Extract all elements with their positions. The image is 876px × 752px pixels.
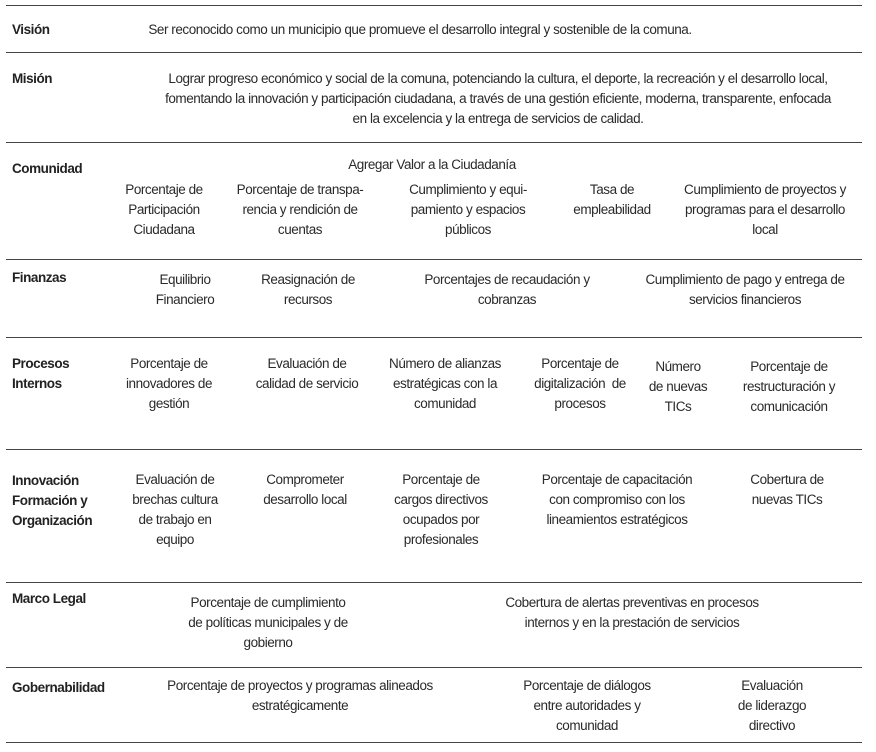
- divider: [6, 742, 862, 743]
- vision-text: Ser reconocido como un municipio que promueve el desarrollo integral y sostenible de la comuna.: [148, 22, 692, 37]
- indicator: Porcentaje de capacitación con compromiso con los lineamientos estratégicos: [541, 472, 693, 527]
- indicator: Equilibrio Financiero: [155, 272, 215, 307]
- indicator: Porcentaje de proyectos y programas alineados estratégicamente: [167, 678, 433, 713]
- divider: [6, 582, 862, 583]
- indicator: Cumplimiento y equi- pamiento y espacios públicos: [409, 182, 527, 237]
- divider: [6, 5, 862, 6]
- indicator: Cobertura de nuevas TICs: [750, 472, 824, 507]
- indicator: Porcentaje de innovadores de gestión: [125, 356, 213, 411]
- divider: [6, 52, 862, 53]
- row-label-mision: Misión: [12, 71, 53, 86]
- row-label-comunidad: Comunidad: [12, 161, 83, 176]
- indicator: Cumplimiento de proyectos y programas para el desarrollo local: [684, 182, 846, 237]
- indicator: Evaluación de liderazgo directivo: [737, 678, 807, 733]
- indicator: Porcentaje de digitalización de procesos: [534, 356, 626, 411]
- indicator: Porcentajes de recaudación y cobranzas: [424, 272, 590, 307]
- row-label-vision: Visión: [12, 22, 50, 37]
- mision-text: Lograr progreso económico y social de la comuna, potenciando la cultura, el deporte, la recreación y el desarrollo local, fomentando la innovación y participación ciudadana, a través de una gestión eficiente, moderna, transparente, enfocada en la excelencia y la entrega de servicios de calidad.: [165, 71, 831, 126]
- indicator: Tasa de empleabilidad: [573, 182, 651, 217]
- row-label-marco-legal: Marco Legal: [12, 591, 86, 606]
- indicator: Porcentaje de cumplimiento de políticas municipales y de gobierno: [188, 595, 348, 650]
- indicator: Número de nuevas TICs: [648, 359, 708, 414]
- indicator: Cumplimiento de pago y entrega de servicios financieros: [645, 272, 845, 307]
- indicator: Evaluación de brechas cultura de trabajo en equipo: [132, 472, 218, 547]
- divider: [6, 449, 862, 450]
- divider: [6, 259, 862, 260]
- row-label-procesos: Procesos Internos: [12, 356, 70, 391]
- divider: [6, 337, 862, 338]
- row-label-finanzas: Finanzas: [12, 270, 67, 285]
- indicator: Cobertura de alertas preventivas en procesos internos y en la prestación de servicios: [505, 595, 759, 630]
- indicator: Porcentaje de restructuración y comunicación: [742, 359, 836, 414]
- divider: [6, 142, 862, 143]
- divider: [6, 667, 862, 668]
- indicator: Comprometer desarrollo local: [263, 472, 347, 507]
- indicator: Evaluación de calidad de servicio: [255, 356, 359, 391]
- indicator: Porcentaje de diálogos entre autoridades y comunidad: [523, 678, 651, 733]
- indicator: Número de alianzas estratégicas con la comunidad: [389, 356, 501, 411]
- row-label-gobernabilidad: Gobernabilidad: [12, 680, 105, 695]
- indicator: Porcentaje de transpa- rencia y rendición de cuentas: [236, 182, 364, 237]
- row-label-innovacion: Innovación Formación y Organización: [12, 473, 93, 528]
- indicator: Porcentaje de cargos directivos ocupados por profesionales: [394, 472, 488, 547]
- comunidad-header: Agregar Valor a la Ciudadanía: [348, 157, 516, 172]
- indicator: Porcentaje de Participación Ciudadana: [125, 182, 203, 237]
- indicator: Reasignación de recursos: [261, 272, 355, 307]
